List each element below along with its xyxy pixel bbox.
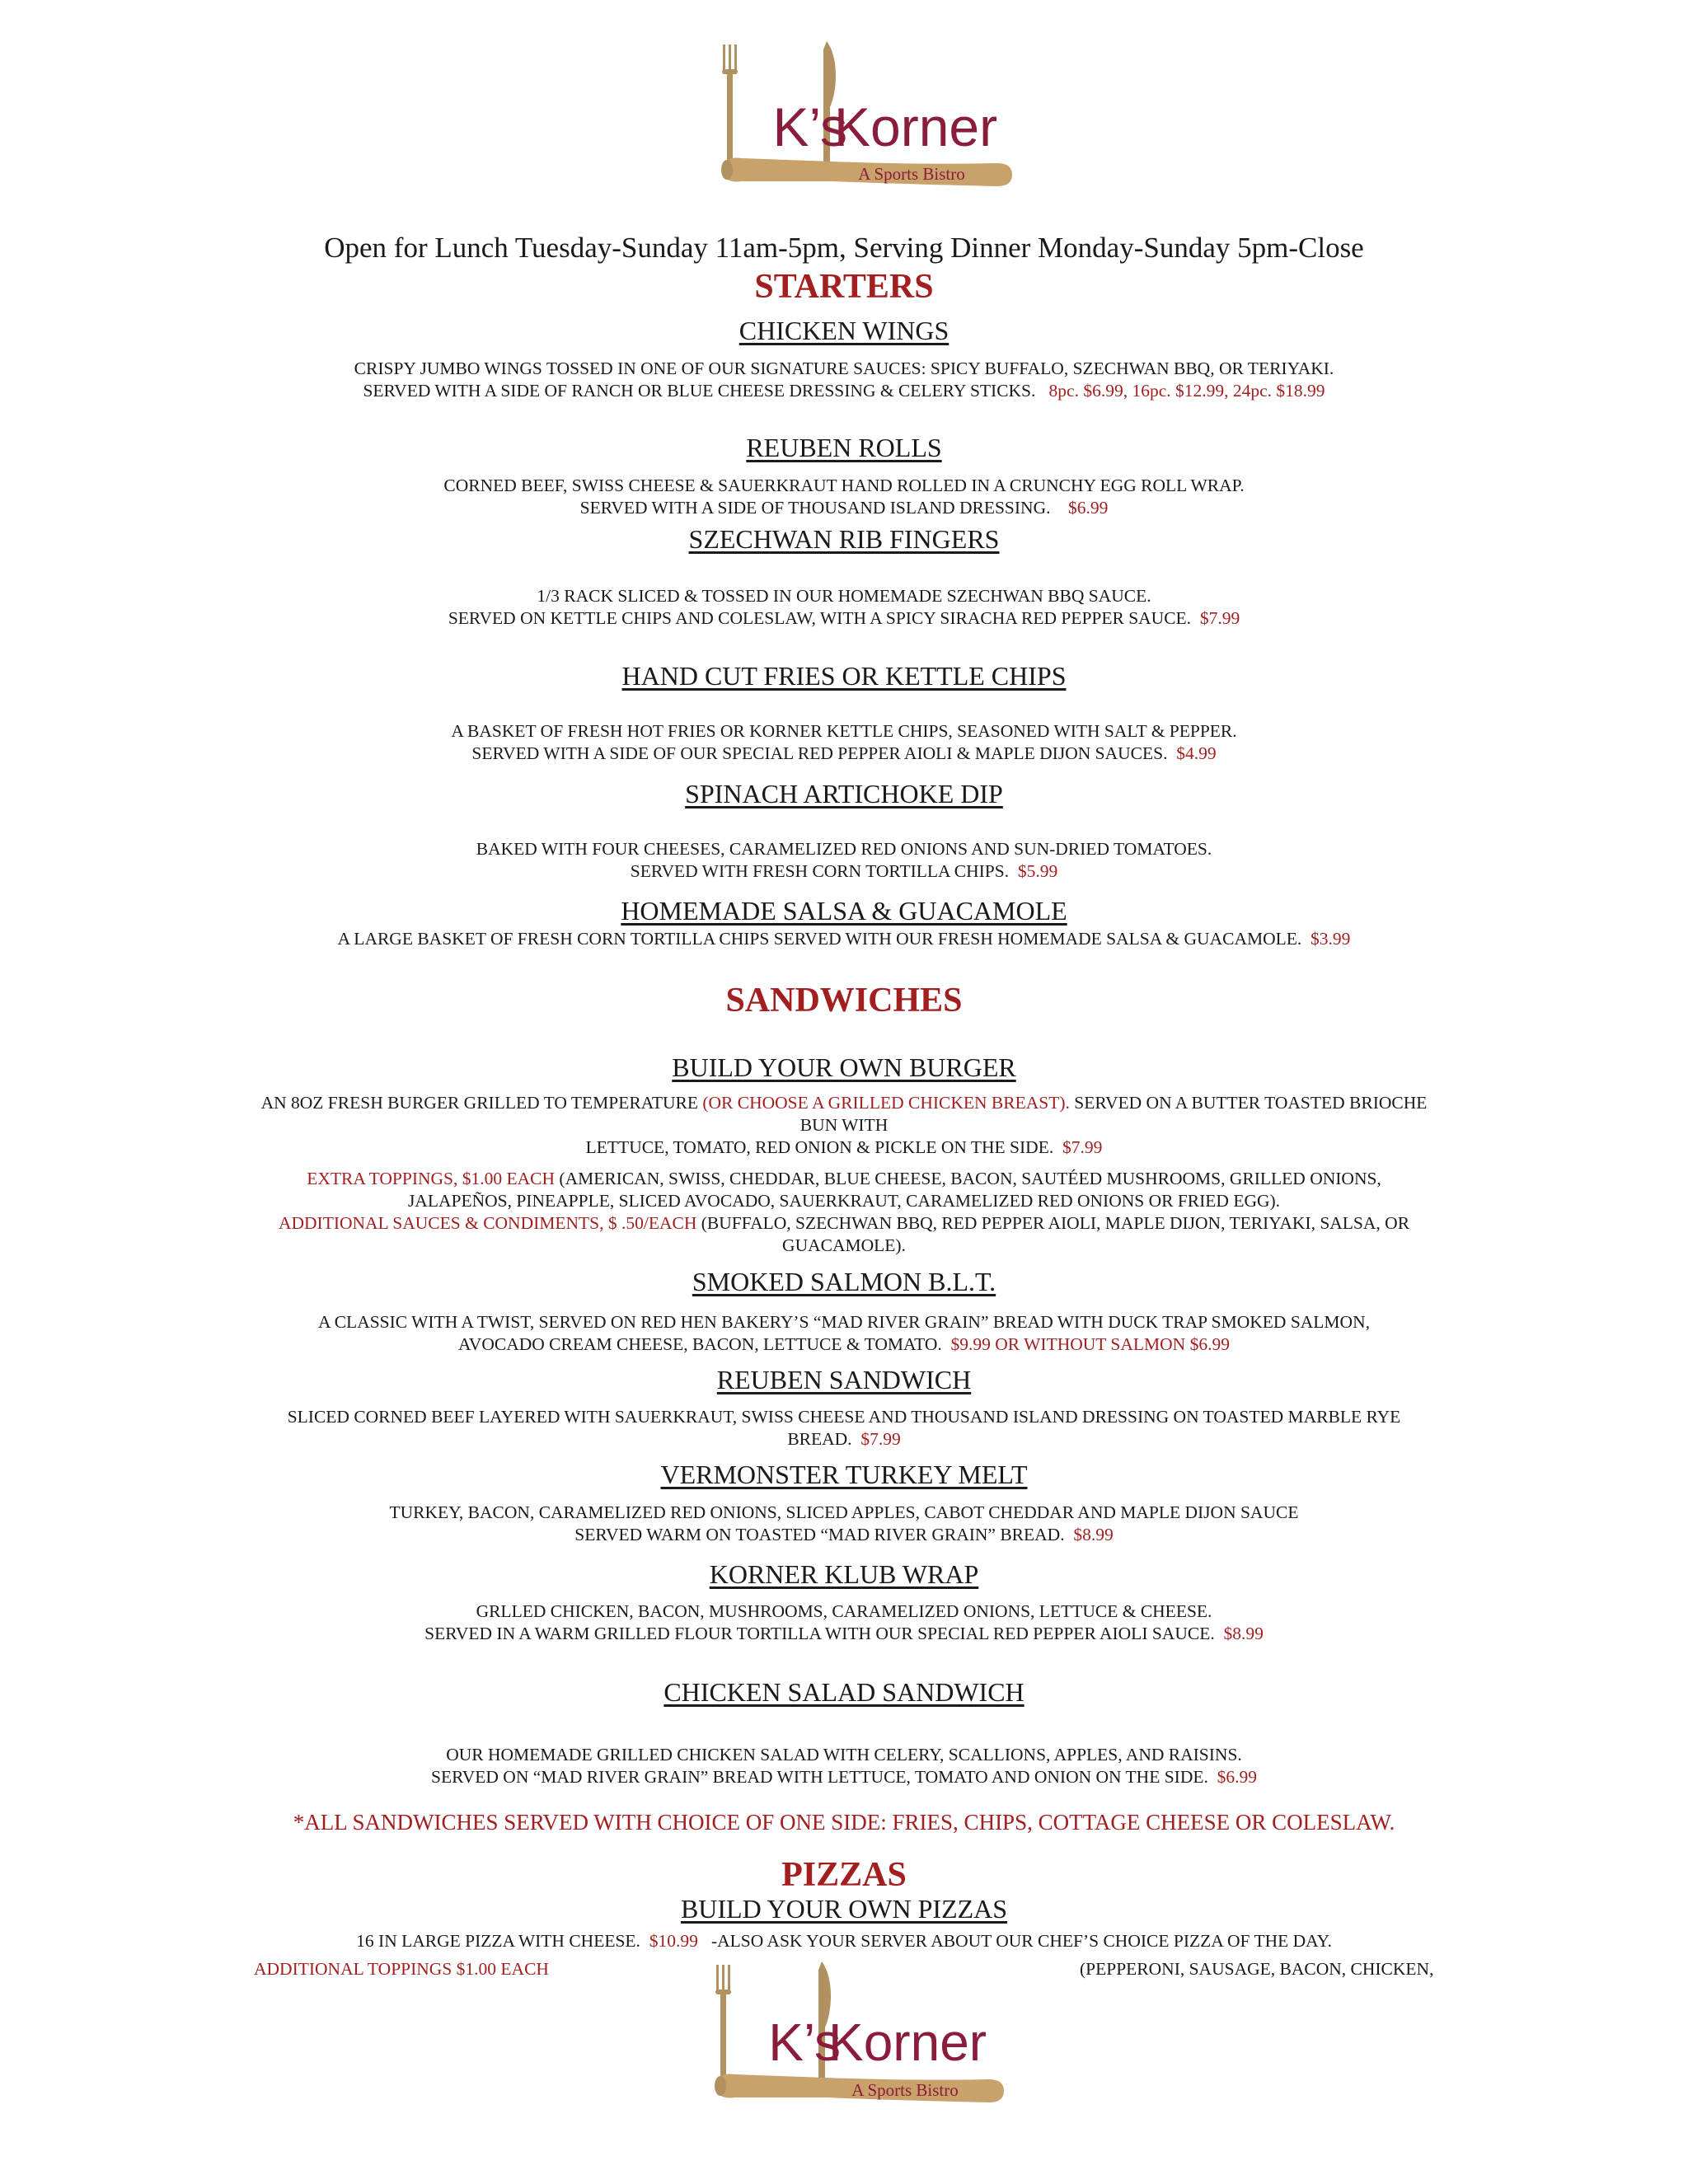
item-chicken-salad-title: CHICKEN SALAD SANDWICH xyxy=(663,1677,1025,1707)
price: $3.99 xyxy=(1311,929,1351,949)
item-pizza-title: BUILD YOUR OWN PIZZAS xyxy=(680,1894,1008,1924)
item-salsa-title: HOMEMADE SALSA & GUACAMOLE xyxy=(621,896,1067,926)
item-dip-desc: BAKED WITH FOUR CHEESES, CARAMELIZED RED ONIONS AND SUN-DRIED TOMATOES. SERVED WITH FRESH CORN TORTILLA CHIPS. $5.99 xyxy=(476,839,1212,881)
item-turkey-melt-desc: TURKEY, BACON, CARAMELIZED RED ONIONS, SLICED APPLES, CABOT CHEDDAR AND MAPLE DIJON SAUCE SERVED WARM ON TOASTED “MAD RIVER GRAIN” BREAD. $8.99 xyxy=(389,1502,1299,1544)
price: $8.99 xyxy=(1223,1624,1264,1643)
pizza-toppings-label: ADDITIONAL TOPPINGS $1.00 EACH xyxy=(254,1959,549,1979)
pizza-toppings-list: (PEPPERONI, SAUSAGE, BACON, CHICKEN, xyxy=(1080,1959,1434,1979)
hours-line: Open for Lunch Tuesday-Sunday 11am-5pm, Serving Dinner Monday-Sunday 5pm-Close xyxy=(324,232,1364,264)
sandwiches-heading: SANDWICHES xyxy=(725,982,963,1019)
fork-icon xyxy=(715,1965,731,2090)
extra-toppings-label: EXTRA TOPPINGS, $1.00 EACH xyxy=(307,1169,556,1188)
item-reuben-rolls-desc: CORNED BEEF, SWISS CHEESE & SAUERKRAUT HAND ROLLED IN A CRUNCHY EGG ROLL WRAP. SERVED WITH A SIDE OF THOUSAND ISLAND DRESSING. $6.99 xyxy=(443,476,1245,518)
item-salsa-desc: A LARGE BASKET OF FRESH CORN TORTILLA CHIPS SERVED WITH OUR FRESH HOMEMADE SALSA & GUACAMOLE. $3.99 xyxy=(337,929,1351,949)
price: $6.99 xyxy=(1067,498,1109,518)
item-reuben-sandwich-title: REUBEN SANDWICH xyxy=(716,1365,972,1394)
item-salmon-blt-title: SMOKED SALMON B.L.T. xyxy=(692,1267,996,1296)
item-reuben-sandwich-desc: SLICED CORNED BEEF LAYERED WITH SAUERKRAUT, SWISS CHEESE AND THOUSAND ISLAND DRESSING ON TOASTED MARBLE RYE BREAD. $7.99 xyxy=(287,1407,1401,1449)
item-rib-fingers-desc: 1/3 RACK SLICED & TOSSED IN OUR HOMEMADE SZECHWAN BBQ SAUCE. SERVED ON KETTLE CHIPS AND COLESLAW, WITH A SPICY SIRACHA RED PEPPER SAUCE. $7.99 xyxy=(448,586,1240,628)
logo-name-part1: K’s xyxy=(768,2013,841,2072)
item-dip-title: SPINACH ARTICHOKE DIP xyxy=(685,779,1003,808)
ks-korner-logo-bottom xyxy=(0,1945,1688,2110)
price: $7.99 xyxy=(1199,608,1240,628)
price: $5.99 xyxy=(1017,861,1058,881)
price: $10.99 xyxy=(649,1931,698,1951)
price: $7.99 xyxy=(1062,1137,1103,1157)
logo-tagline: A Sports Bistro xyxy=(858,164,965,184)
item-fries-title: HAND CUT FRIES OR KETTLE CHIPS xyxy=(621,661,1067,691)
item-klub-wrap-desc: GRLLED CHICKEN, BACON, MUSHROOMS, CARAMELIZED ONIONS, LETTUCE & CHEESE. SERVED IN A WARM GRILLED FLOUR TORTILLA WITH OUR SPECIAL RED PEPPER AIOLI SAUCE. $8.99 xyxy=(424,1601,1264,1643)
logo-name-part2: Korner xyxy=(828,2013,987,2072)
item-chicken-salad-desc: OUR HOMEMADE GRILLED CHICKEN SALAD WITH CELERY, SCALLIONS, APPLES, AND RAISINS. SERVED ON “MAD RIVER GRAIN” BREAD WITH LETTUCE, TOMATO AND ONION ON THE SIDE. $6.99 xyxy=(431,1745,1257,1787)
item-pizza-desc: 16 IN LARGE PIZZA WITH CHEESE. $10.99 -ALSO ASK YOUR SERVER ABOUT OUR CHEF’S CHOICE PIZZA OF THE DAY. xyxy=(356,1931,1332,1951)
logo-name-part1: K’s xyxy=(772,96,847,157)
price: $7.99 xyxy=(860,1429,901,1449)
item-rib-fingers-title: SZECHWAN RIB FINGERS xyxy=(688,524,1000,554)
item-burger-title: BUILD YOUR OWN BURGER xyxy=(672,1052,1016,1082)
item-salmon-blt-desc: A CLASSIC WITH A TWIST, SERVED ON RED HEN BAKERY’S “MAD RIVER GRAIN” BREAD WITH DUCK TRAP SMOKED SALMON, AVOCADO CREAM CHEESE, BACON, LETTUCE & TOMATO. $9.99 OR WITHOUT SALMON $6.99 xyxy=(318,1312,1370,1354)
ks-korner-logo xyxy=(0,33,1688,198)
price: $6.99 xyxy=(1217,1767,1257,1787)
sides-note: *ALL SANDWICHES SERVED WITH CHOICE OF ONE SIDE: FRIES, CHIPS, COTTAGE CHEESE OR COLESLAW. xyxy=(293,1810,1395,1835)
pizzas-heading: PIZZAS xyxy=(781,1856,907,1894)
fork-icon xyxy=(722,45,738,171)
burger-extras: EXTRA TOPPINGS, $1.00 EACH (AMERICAN, SWISS, CHEDDAR, BLUE CHEESE, BACON, SAUTÉED MUSHROOMS, GRILLED ONIONS, JALAPEÑOS, PINEAPPLE, SLICED AVOCADO, SAUERKRAUT, CARAMELIZED RED ONIONS OR FRIED EGG). ADDITIONAL SAUCES & CONDIMENTS, $ .50/EACH (BUFFALO, SZECHWAN BBQ, RED PEPPER AIOLI, MAPLE DIJON, TERIYAKI, SALSA, OR GUACAMOLE). xyxy=(278,1169,1410,1255)
price: $9.99 OR WITHOUT SALMON $6.99 xyxy=(950,1334,1230,1354)
price: $4.99 xyxy=(1176,743,1217,763)
item-chicken-wings-title: CHICKEN WINGS xyxy=(738,316,950,345)
item-burger-desc: AN 8OZ FRESH BURGER GRILLED TO TEMPERATURE (OR CHOOSE A GRILLED CHICKEN BREAST). SERVED ON A BUTTER TOASTED BRIOCHE BUN WITH LETTUCE, TOMATO, RED ONION & PICKLE ON THE SIDE. $7.99 xyxy=(260,1093,1428,1157)
item-turkey-melt-title: VERMONSTER TURKEY MELT xyxy=(660,1460,1028,1489)
price: 8pc. $6.99, 16pc. $12.99, 24pc. $18.99 xyxy=(1048,381,1325,401)
logo-tagline: A Sports Bistro xyxy=(851,2080,959,2100)
item-fries-desc: A BASKET OF FRESH HOT FRIES OR KORNER KETTLE CHIPS, SEASONED WITH SALT & PEPPER. SERVED WITH A SIDE OF OUR SPECIAL RED PEPPER AIOLI & MAPLE DIJON SAUCES. $4.99 xyxy=(451,721,1237,763)
price: $8.99 xyxy=(1073,1525,1114,1544)
starters-heading: STARTERS xyxy=(754,268,934,306)
logo-name-part2: Korner xyxy=(834,96,998,157)
item-klub-wrap-title: KORNER KLUB WRAP xyxy=(709,1559,979,1589)
item-reuben-rolls-title: REUBEN ROLLS xyxy=(746,433,942,462)
item-chicken-wings-desc: CRISPY JUMBO WINGS TOSSED IN ONE OF OUR SIGNATURE SAUCES: SPICY BUFFALO, SZECHWAN BBQ, OR TERIYAKI. SERVED WITH A SIDE OF RANCH OR BLUE CHEESE DRESSING & CELERY STICKS. 8pc. $6.99, 16pc. $12.99, 24pc. $18.99 xyxy=(354,359,1334,401)
sauces-label: ADDITIONAL SAUCES & CONDIMENTS, $ .50/EACH xyxy=(278,1213,697,1233)
